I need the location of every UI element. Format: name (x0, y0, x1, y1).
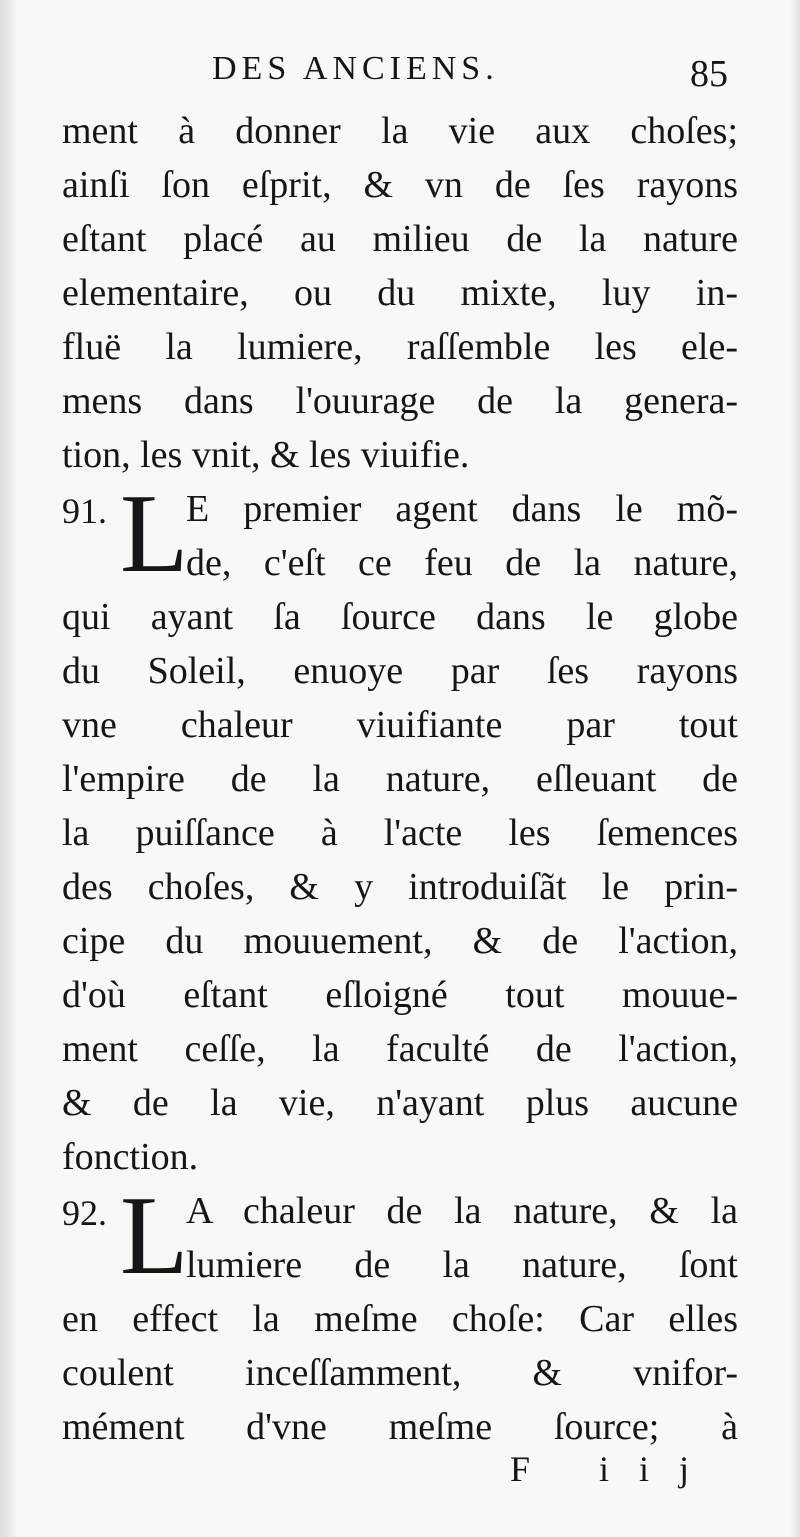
text-line: ment ceſſe, la faculté de l'action, (62, 1028, 738, 1070)
text-line: qui ayant ſa ſource dans le globe (62, 596, 738, 638)
page-edge-right (790, 0, 800, 1537)
text-line: & de la vie, n'ayant plus aucune (62, 1082, 738, 1124)
text-line: ment à donner la vie aux choſes; (62, 110, 738, 152)
text-line: de, c'eſt ce feu de la nature, (186, 542, 738, 584)
text-line: la puiſſance à l'acte les ſemences (62, 812, 738, 854)
text-line: tion, les vnit, & les viuifie. (62, 434, 470, 476)
text-line: cipe du mouuement, & de l'action, (62, 920, 738, 962)
text-line: mément d'vne meſme ſource; à (62, 1406, 738, 1448)
text-line: d'où eſtant eſloigné tout mouue- (62, 974, 738, 1016)
drop-cap: L (120, 472, 189, 596)
text-line: eſtant placé au milieu de la nature (62, 218, 738, 260)
text-line: elementaire, ou du mixte, luy in- (62, 272, 738, 314)
page-number: 85 (690, 53, 728, 95)
text-line: coulent inceſſamment, & vnifor- (62, 1352, 738, 1394)
text-line: fluë la lumiere, raſſemble les ele- (62, 326, 738, 368)
text-line: lumiere de la nature, ſont (186, 1244, 738, 1286)
text-line: mens dans l'ouurage de la genera- (62, 380, 738, 422)
paragraph-number: 92. (62, 1193, 107, 1233)
paragraph-number: 91. (62, 491, 107, 531)
text-line: E premier agent dans le mõ- (186, 488, 738, 530)
text-line: en effect la meſme choſe: Car elles (62, 1298, 738, 1340)
text-line: A chaleur de la nature, & la (186, 1190, 738, 1232)
text-line: des choſes, & y introduiſãt le prin- (62, 866, 738, 908)
text-line: du Soleil, enuoye par ſes rayons (62, 650, 738, 692)
running-head: DES ANCIENS. (212, 50, 499, 87)
text-line: vne chaleur viuifiante par tout (62, 704, 738, 746)
text-line: l'empire de la nature, eſleuant de (62, 758, 738, 800)
text-line: fonction. (62, 1136, 199, 1178)
text-line: ainſi ſon eſprit, & vn de ſes rayons (62, 164, 738, 206)
signature-mark: F iij (510, 1449, 720, 1489)
page-edge-left (0, 0, 16, 1537)
drop-cap: L (120, 1174, 189, 1298)
